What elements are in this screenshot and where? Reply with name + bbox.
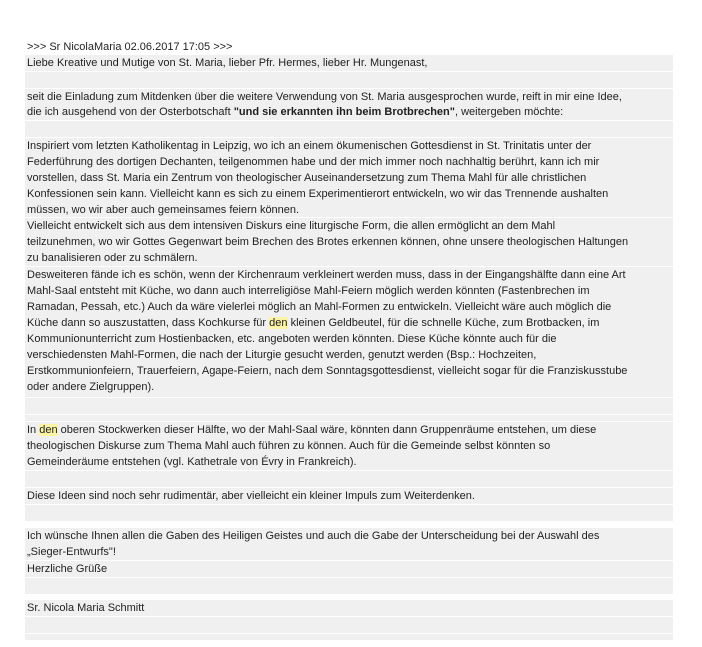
signature-text: Sr. Nicola Maria Schmitt: [27, 602, 145, 614]
blank-row: [25, 505, 673, 521]
search-highlight: den: [269, 317, 288, 329]
p7-line-2: „Sieger-Entwurfs"!: [27, 546, 116, 558]
p5-line-1-b: oberen Stockwerken dieser Hälfte, wo der Mahl-Saal wäre, könnten dann Gruppenräume entstehen, um diese: [57, 424, 597, 436]
blank-row: [25, 415, 673, 421]
p1-line-2-a: die ich ausgehend von der Osterbotschaft: [27, 106, 234, 118]
p5-line-1: [27, 423, 596, 437]
p4-line-1: Desweiteren fände ich es schön, wenn der Kirchenraum verkleinert werden muss, dass in der Eingangshälfte dann eine Art: [27, 269, 626, 281]
p5-line-1-a: In: [27, 424, 40, 436]
p4-line-4-b: kleinen Geldbeutel, für die schnelle Küche, zum Brotbacken, im: [287, 317, 600, 329]
paragraph-3: [25, 218, 673, 266]
closing-row: [25, 561, 673, 577]
p2-line-3: vorstellen, dass St. Maria ein Zentrum von theologischer Auseinandersetzung zum Thema Mahl für alle christlichen: [27, 172, 587, 184]
p4-line-2: Mahl-Saal entsteht mit Küche, wo dann auch interreligiöse Mahl-Feiern möglich werden könnten (Fastenbrechen im: [27, 285, 590, 297]
header-row: [25, 40, 673, 54]
blank-row: [25, 634, 673, 640]
greeting-text: Liebe Kreative und Mutige von St. Maria, lieber Pfr. Hermes, lieber Hr. Mungenast,: [27, 57, 428, 69]
closing-text: Herzliche Grüße: [27, 563, 108, 575]
p5-line-3: Gemeinderäume entstehen (vgl. Kathetrale von Évry in Frankreich).: [27, 456, 357, 468]
blank-row: [25, 121, 673, 137]
email-header: >>> Sr NicolaMaria 02.06.2017 17:05 >>>: [27, 41, 233, 53]
blank-row: [25, 471, 673, 487]
p2-line-2: Federführung des dortigen Dechanten, teilgenommen habe und der mich immer noch nachhaltig berührt, kann ich mir: [27, 156, 600, 168]
p2-line-5: müssen, wo wir aber auch gemeinsames feiern können.: [27, 204, 300, 216]
paragraph-1: [25, 89, 673, 120]
p4-line-7: Erstkommunionfeiern, Trauerfeiern, Agape-Feiern, nach dem Sonntagsgottesdienst, vielleicht sogar für die Franziskusstube: [27, 365, 628, 377]
p2-line-4: Konfessionen sein kann. Vielleicht kann es sich zu einem Experimentierort entwickeln, wo wir das Trennende aushalten: [27, 188, 609, 200]
p2-line-1: Inspiriert vom letzten Katholikentag in Leipzig, wo ich an einem ökumenischen Gottesdienst in St. Trinitatis unter der: [27, 140, 592, 152]
p4-line-6: verschiedensten Mahl-Formen, die nach der Liturgie gesucht werden, genutzt werden (Bsp.: Hochzeiten,: [27, 349, 537, 361]
paragraph-6: [25, 488, 673, 504]
p3-line-2: teilzunehmen, wo wir Gottes Gegenwart beim Brechen des Brotes erkennen können, ohne unsere theologischen Haltungen: [27, 236, 629, 248]
paragraph-2: [25, 138, 673, 217]
blank-row: [25, 617, 673, 633]
paragraph-5: [25, 422, 673, 470]
p4-line-8: oder andere Zielgruppen).: [27, 381, 155, 393]
signature-row: [25, 600, 673, 616]
p1-line-2: [27, 105, 563, 119]
p5-line-2: theologischen Diskurse zum Thema Mahl auch führen zu können. Auch für die Gemeinde selbst könnten so: [27, 440, 551, 452]
p1-line-2-b: , weitergeben möchte:: [455, 106, 564, 118]
osterbotschaft-quote: "und sie erkannten ihn beim Brotbrechen": [233, 106, 455, 118]
greeting-row: [25, 55, 673, 71]
paragraph-4: [25, 267, 673, 397]
p6-line-1: Diese Ideen sind noch sehr rudimentär, aber vielleicht ein kleiner Impuls zum Weiterdenken.: [27, 490, 475, 502]
p3-line-3: zu banalisieren oder zu schmälern.: [27, 252, 198, 264]
p4-line-3: Ramadan, Pessah, etc.) Auch da wäre vielerlei möglich an Mahl-Formen zu entwickeln. Vielleicht wäre auch möglich die: [27, 301, 612, 313]
p7-line-1: Ich wünsche Ihnen allen die Gaben des Heiligen Geistes und auch die Gabe der Unterscheidung bei der Auswahl des: [27, 530, 600, 542]
blank-row: [25, 578, 673, 594]
p1-line-1: seit die Einladung zum Mitdenken über die weitere Verwendung von St. Maria ausgesprochen wurde, reift in mir eine Idee,: [27, 91, 622, 103]
blank-row: [25, 72, 673, 88]
blank-row: [25, 398, 673, 414]
p4-line-5: Kommunionunterricht zum Hostienbacken, etc. angeboten werden könnten. Diese Küche könnte auch für die: [27, 333, 557, 345]
p4-line-4: [27, 316, 599, 330]
p3-line-1: Vielleicht entwickelt sich aus dem intensiven Diskurs eine liturgische Form, die allen ermöglicht an dem Mahl: [27, 220, 556, 232]
search-highlight: den: [39, 424, 58, 436]
paragraph-7: [25, 528, 673, 560]
p4-line-4-a: Küche dann so auszustatten, dass Kochkurse für: [27, 317, 270, 329]
